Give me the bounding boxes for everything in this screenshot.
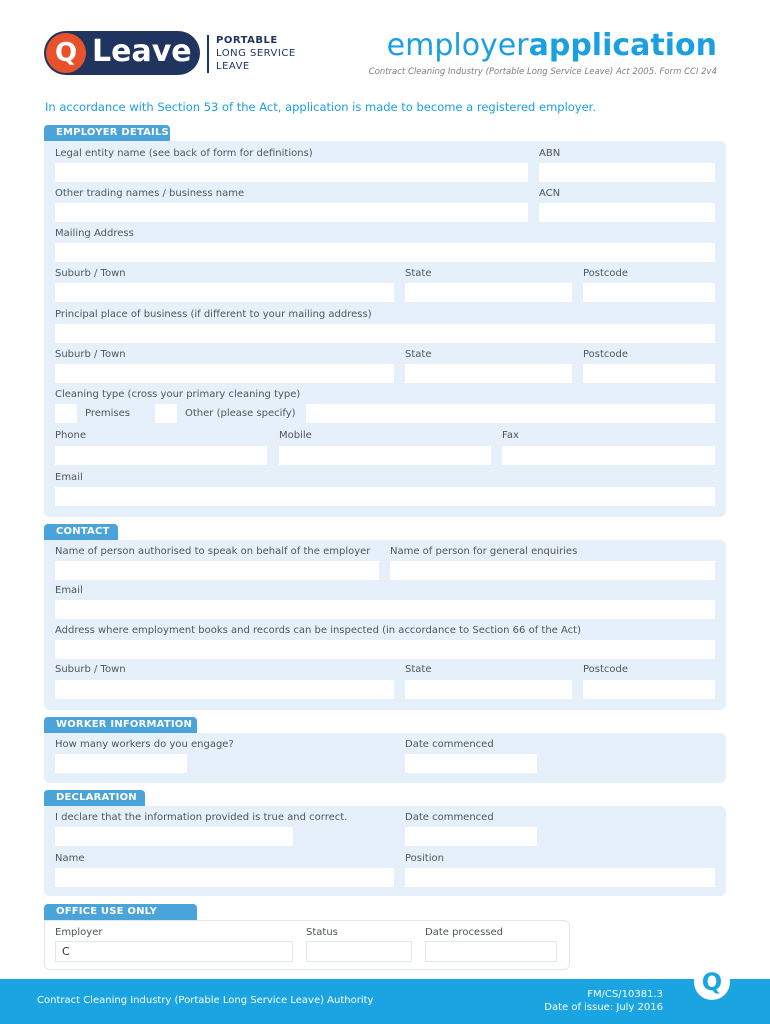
- office-status-field[interactable]: [306, 941, 412, 962]
- contact-suburb-field[interactable]: [55, 680, 394, 699]
- authorised-person-label: Name of person authorised to speak on behalf of the employer: [55, 546, 371, 557]
- how-many-workers-label: How many workers do you engage?: [55, 739, 234, 750]
- abn-label: ABN: [539, 148, 561, 159]
- footer-issue-date: Date of issue: July 2016: [544, 1002, 663, 1013]
- page-subtitle: Contract Cleaning Industry (Portable Long Service Leave) Act 2005. Form CCI 2v4: [368, 67, 717, 77]
- suburb-label: Suburb / Town: [55, 268, 126, 279]
- logo-q-icon: Q: [46, 33, 86, 73]
- brand-logo: [44, 31, 200, 75]
- logo-divider: [207, 35, 209, 73]
- general-enquiries-label: Name of person for general enquiries: [390, 546, 578, 557]
- principal-postcode-field[interactable]: [583, 364, 715, 383]
- records-address-label: Address where employment books and records can be inspected (in accordance to Section 66 of the Act): [55, 625, 581, 636]
- mobile-label: Mobile: [279, 430, 312, 441]
- other-names-label: Other trading names / business name: [55, 188, 245, 199]
- contact-email-field[interactable]: [55, 600, 715, 619]
- office-date-processed-field[interactable]: [425, 941, 557, 962]
- declaration-date-field[interactable]: [405, 827, 537, 846]
- authorised-person-field[interactable]: [55, 561, 379, 580]
- contact-postcode-field[interactable]: [583, 680, 715, 699]
- principal-postcode-label: Postcode: [583, 349, 629, 360]
- declaration-statement: I declare that the information provided is true and correct.: [55, 812, 348, 823]
- contact-state-field[interactable]: [405, 680, 572, 699]
- legal-entity-label: Legal entity name (see back of form for definitions): [55, 148, 313, 159]
- office-date-processed-label: Date processed: [425, 927, 504, 938]
- suburb-field[interactable]: [55, 283, 394, 302]
- fax-field[interactable]: [502, 446, 715, 465]
- state-field[interactable]: [405, 283, 572, 302]
- legal-entity-field[interactable]: [55, 163, 528, 182]
- contact-email-label: Email: [55, 585, 83, 596]
- principal-state-label: State: [405, 349, 432, 360]
- title-bold: application: [528, 28, 717, 63]
- contact-state-label: State: [405, 664, 432, 675]
- tab-employer-details: EMPLOYER DETAILS: [44, 125, 170, 141]
- tab-worker-information: WORKER INFORMATION: [44, 717, 197, 733]
- phone-label: Phone: [55, 430, 86, 441]
- brand-tag-line2: LONG SERVICE: [216, 48, 296, 59]
- acn-field[interactable]: [539, 203, 715, 222]
- postcode-field[interactable]: [583, 283, 715, 302]
- principal-state-field[interactable]: [405, 364, 572, 383]
- brand-tag-line3: LEAVE: [216, 61, 250, 72]
- declaration-name-field[interactable]: [55, 868, 394, 887]
- how-many-workers-field[interactable]: [55, 754, 187, 773]
- logo-text: Leave: [92, 34, 192, 69]
- office-employer-label: Employer: [55, 927, 103, 938]
- tab-office-use-only: OFFICE USE ONLY: [44, 904, 197, 920]
- acn-label: ACN: [539, 188, 561, 199]
- mailing-address-field[interactable]: [55, 243, 715, 262]
- mobile-field[interactable]: [279, 446, 491, 465]
- email-field[interactable]: [55, 487, 715, 506]
- footer-q-logo-icon: Q: [694, 964, 730, 1000]
- cleaning-type-label: Cleaning type (cross your primary cleaning type): [55, 389, 301, 400]
- office-status-label: Status: [306, 927, 338, 938]
- office-employer-field[interactable]: C: [55, 941, 293, 962]
- footer-form-code: FM/CS/10381.3: [587, 989, 663, 1000]
- intro-text: In accordance with Section 53 of the Act, application is made to become a registered employer.: [45, 100, 597, 114]
- signature-field[interactable]: [55, 827, 293, 846]
- principal-place-field[interactable]: [55, 324, 715, 343]
- tab-contact: CONTACT: [44, 524, 118, 540]
- other-label: Other (please specify): [185, 408, 296, 419]
- title-light: employer: [386, 28, 529, 63]
- contact-postcode-label: Postcode: [583, 664, 629, 675]
- email-label: Email: [55, 472, 83, 483]
- other-names-field[interactable]: [55, 203, 528, 222]
- principal-suburb-label: Suburb / Town: [55, 349, 126, 360]
- declaration-position-label: Position: [405, 853, 444, 864]
- premises-checkbox[interactable]: [55, 404, 77, 423]
- declaration-position-field[interactable]: [405, 868, 715, 887]
- fax-label: Fax: [502, 430, 519, 441]
- premises-label: Premises: [85, 408, 130, 419]
- footer-authority: Contract Cleaning Industry (Portable Long Service Leave) Authority: [37, 995, 374, 1006]
- principal-place-label: Principal place of business (if different to your mailing address): [55, 309, 372, 320]
- contact-suburb-label: Suburb / Town: [55, 664, 126, 675]
- postcode-label: Postcode: [583, 268, 629, 279]
- state-label: State: [405, 268, 432, 279]
- brand-tag-line1: PORTABLE: [216, 35, 278, 46]
- tab-declaration: DECLARATION: [44, 790, 145, 806]
- other-checkbox[interactable]: [155, 404, 177, 423]
- abn-field[interactable]: [539, 163, 715, 182]
- mailing-address-label: Mailing Address: [55, 228, 134, 239]
- general-enquiries-field[interactable]: [390, 561, 715, 580]
- worker-date-commenced-field[interactable]: [405, 754, 537, 773]
- records-address-field[interactable]: [55, 640, 715, 659]
- declaration-name-label: Name: [55, 853, 85, 864]
- other-specify-field[interactable]: [306, 404, 715, 423]
- worker-date-commenced-label: Date commenced: [405, 739, 494, 750]
- page-title: [387, 26, 717, 66]
- declaration-date-label: Date commenced: [405, 812, 494, 823]
- principal-suburb-field[interactable]: [55, 364, 394, 383]
- phone-field[interactable]: [55, 446, 267, 465]
